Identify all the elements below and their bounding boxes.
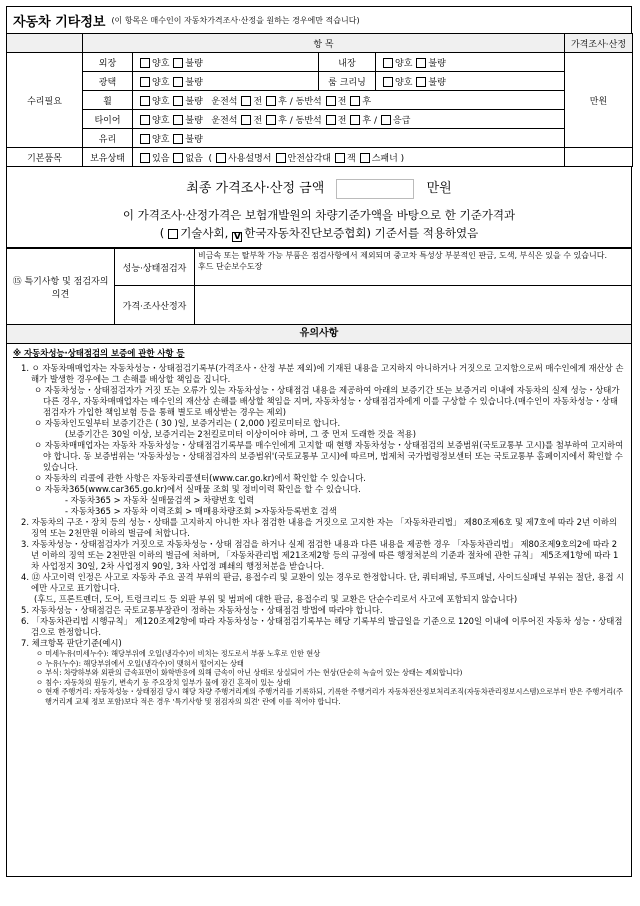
appraiser-opinion xyxy=(195,286,632,325)
notice-item: ㅇ 미세누유(미세누수): 해당부위에 오일(냉각수)이 비치는 정도로서 부품 노후로 인한 현상 xyxy=(36,649,321,658)
basic-items-options: 있음 없음 ( 사용설명서 안전삼각대 잭 스패너 ) xyxy=(133,148,565,167)
glass-good-checkbox[interactable] xyxy=(140,134,150,144)
notice-item: 4. ⑫ 사고이력 인정은 사고로 자동차 주요 골격 부위의 판금, 용접수리 및 교환이 있는 경우로 한정합니다. 단, 쿼터패널, 루프패널, 사이드실패널 부위는 절단, 용접 시에만 사고로 표기합니다. xyxy=(21,572,625,593)
jack-checkbox[interactable] xyxy=(335,153,345,163)
final-price-section xyxy=(6,167,632,248)
exterior-good-checkbox[interactable] xyxy=(140,58,150,68)
notice-item: - 자동차365 > 자동차 실매물검색 > 차량번호 입력 xyxy=(65,495,255,505)
tire-bad-checkbox[interactable] xyxy=(173,115,183,125)
notice-item: 1. ㅇ 자동차매매업자는 자동차성능・상태점검기록부(가격조사・산정 부분 제외)에 기재된 내용을 고지하지 아니하거나 거짓으로 고지함으로써 매수인에게 재산상 손해가 발생한 경우에는 그 손해를 배상할 책임을 집니다. xyxy=(21,363,624,384)
manual-checkbox[interactable] xyxy=(216,153,226,163)
notice-item: - 자동차365 > 자동차 이력조회 > 매매용차량조회 >자동차등록번호 검색 xyxy=(65,506,337,516)
notice-title: 유의사항 xyxy=(6,325,632,344)
exterior-options: 양호 불량 xyxy=(133,53,319,72)
row-wheel-label: 휠 xyxy=(83,91,133,110)
notice-item: 5. 자동차성능・상태점검은 국토교통부장관이 정하는 자동차성능・상태점검 방법에 따라야 합니다. xyxy=(21,605,383,615)
tech-society-checkbox[interactable] xyxy=(168,229,178,239)
notice-item: (보증기간은 30일 이상, 보증거리는 2천킬로미터 이상이어야 하며, 그 중 먼저 도래한 것을 적용) xyxy=(65,429,417,439)
room-clean-options: 양호 불량 xyxy=(376,72,565,91)
notice-heading: ※ 자동차성능·상태점검의 보증에 관한 사항 등 xyxy=(13,348,185,358)
notice-item: ㅇ 자동차매매업자는 자동차 자동차성능・상태점검기록부를 매수인에게 고지할 때 현행 자동차성능・상태점검의 보증범위(국토교통부 고시)를 첨부하여 고지하여야 합니다. 동 보증범위는 '자동차성능・상태점검자의 보증범위'(국토교통부 고시)에 따르며, 법제처 국가법령정보센터 또는 국토교통부 홈페이지에서 확인할 수 있습니다. xyxy=(34,440,624,472)
special-notes-label: ⑮ 특기사항 및 점검자의 의견 xyxy=(7,249,115,325)
section-note: (이 항목은 매수인이 자동차가격조사·산정을 원하는 경우에만 적습니다) xyxy=(111,15,360,25)
notice-item: ㅇ 자동차성능・상태점검자가 거짓 또는 오류가 있는 자동차성능・상태점검 내용을 제공하여 아래의 보증기간 또는 보증거리 이내에 자동차의 실제 성능・상태가 다른 경우, 자동차매매업자는 매수인의 재산상 손해를 배상할 책임을 지며, 자동차성능・상태점검자에게 이를 구상할 수 있습니다.(매수인이 자동차성능・상태점검자가 가입한 책임보험 등을 통해 별도로 배상받는 경우는 제외) xyxy=(34,385,620,417)
row-room-clean-label: 룸 크리닝 xyxy=(319,72,376,91)
gloss-bad-checkbox[interactable] xyxy=(173,77,183,87)
final-price-unit: 만원 xyxy=(426,181,452,196)
tire-driver-rear-checkbox[interactable] xyxy=(266,115,276,125)
notice-item: (후드, 프론트펜더, 도어, 트렁크리드 등 외판 부위 및 범퍼에 대한 판금, 용접수리 및 교환은 단순수리로서 사고에 포함되지 않습니다) xyxy=(34,594,518,604)
final-price-label: 최종 가격조사·산정 금액 xyxy=(186,181,325,196)
basic-status-label: 보유상태 xyxy=(83,148,133,167)
row-gloss-label: 광택 xyxy=(83,72,133,91)
section-title-bar xyxy=(6,6,632,33)
repair-label: 수리필요 xyxy=(7,53,83,148)
tire-good-checkbox[interactable] xyxy=(140,115,150,125)
room-clean-good-checkbox[interactable] xyxy=(383,77,393,87)
interior-bad-checkbox[interactable] xyxy=(416,58,426,68)
col-header-price: 가격조사·산정 xyxy=(565,34,633,53)
interior-good-checkbox[interactable] xyxy=(383,58,393,68)
row-tire-label: 타이어 xyxy=(83,110,133,129)
notice-item: ㅇ 침수: 자동차의 원동기, 변속기 등 주요장치 일부가 물에 잠긴 흔적이 있는 상태 xyxy=(36,677,291,687)
wheel-driver-front-checkbox[interactable] xyxy=(241,96,251,106)
wheel-good-checkbox[interactable] xyxy=(140,96,150,106)
special-notes-table xyxy=(6,248,632,325)
notice-item: ㅇ 누유(누수): 해당부위에서 오일(냉각수)이 맺혀서 떨어지는 상태 xyxy=(36,658,244,668)
final-price-field[interactable] xyxy=(336,179,414,199)
notice-item: 3. 자동차성능・상태점검자가 거짓으로 자동차성능・상태 점검을 하거나 실제 점검한 내용과 다른 내용을 제공한 경우 「자동차관리법」 제80조제9호의2에 따라 2년 이하의 징역 또는 2천만원 이하의 벌금에 처하며, 「자동차관리법 제21조제2항 등의 규정에 따른 행정처분의 기준과 절차에 관한 규칙」 제5조제1항에 따라 1차 사업정지 30일, 2차 사업정지 90일, 3차 사업정 폐쇄의 행정처분을 받습니다. xyxy=(21,539,619,571)
section-title: 자동차 기타정보 xyxy=(13,14,106,30)
tire-passenger-rear-checkbox[interactable] xyxy=(350,115,360,125)
tire-options: 양호 불량 운전석 전 후 / 동반석 전 후 / 응급 xyxy=(133,110,565,129)
wheel-bad-checkbox[interactable] xyxy=(173,96,183,106)
gloss-options: 양호 불량 xyxy=(133,72,319,91)
glass-bad-checkbox[interactable] xyxy=(173,134,183,144)
notice-item: ㅇ 현재 주행거리: 자동차성능・상태점검 당시 해당 차량 주행거리계의 주행거리를 기록하되, 기록한 주행거리가 자동차전산정보처리조직(자동차관리정보시스템)으로부터 받은 주행거리(주행거리계 교체 정보 포함)보다 적은 경우 '특기사항 및 점검자의 의견' 란에 이를 적어야 합니다. xyxy=(36,687,623,706)
wheel-passenger-front-checkbox[interactable] xyxy=(326,96,336,106)
notice-item: ㅇ 부식: 차량하부와 외판의 금속표면이 화학반응에 의해 금속이 아닌 상태로 상실되어 가는 현상(단순히 녹슬어 있는 상태는 제외합니다) xyxy=(36,668,463,677)
tire-emergency-checkbox[interactable] xyxy=(381,115,391,125)
notice-item: 6. 「자동차관리법 시행규칙」 제120조제2항에 따라 자동차성능・상태점검기록부는 해당 기록부의 발급일을 기준으로 120일 이내에 이루어진 자동차 성능・상태점검으로 한정합니다. xyxy=(21,616,623,637)
triangle-checkbox[interactable] xyxy=(276,153,286,163)
basic-none-checkbox[interactable] xyxy=(173,153,183,163)
basic-items-label: 기본품목 xyxy=(7,148,83,167)
price-unit: 만원 xyxy=(565,53,633,148)
glass-options: 양호 불량 xyxy=(133,129,565,148)
inspector-opinion: 비금속 또는 탈부착 가능 부품은 점검사항에서 제외되며 중고차 특성상 부분적인 판금, 도색, 부식은 있을 수 있습니다. 후드 단순보수도장 xyxy=(195,249,632,286)
col-header-item: 항 목 xyxy=(83,34,565,53)
row-interior-label: 내장 xyxy=(319,53,376,72)
tire-driver-front-checkbox[interactable] xyxy=(241,115,251,125)
notice-item: 7. 체크항목 판단기준(예시) xyxy=(21,638,122,648)
condition-table xyxy=(6,33,633,167)
final-basis-text: 이 가격조사·산정가격은 보험개발원의 차량기준가액을 바탕으로 한 기준가격과 xyxy=(122,207,516,222)
exterior-bad-checkbox[interactable] xyxy=(173,58,183,68)
gloss-good-checkbox[interactable] xyxy=(140,77,150,87)
basic-have-checkbox[interactable] xyxy=(140,153,150,163)
notice-body xyxy=(6,344,632,877)
interior-options: 양호 불량 xyxy=(376,53,565,72)
notice-item: ㅇ 자동차365(www.car365.go.kr)에서 실매물 조회 및 정비이력 확인을 할 수 있습니다. xyxy=(34,484,361,494)
wheel-options: 양호 불량 운전석 전 후 / 동반석 전 후 xyxy=(133,91,565,110)
final-standard-options: ( 기술사회, V 한국자동차진단보증협회) 기준서를 적용하였음 xyxy=(159,225,479,242)
other-info-form xyxy=(6,6,632,877)
room-clean-bad-checkbox[interactable] xyxy=(416,77,426,87)
appraiser-label: 가격·조사산정자 xyxy=(115,286,195,325)
kadca-checkbox-checked[interactable]: V xyxy=(233,231,241,242)
tire-passenger-front-checkbox[interactable] xyxy=(326,115,336,125)
wheel-driver-rear-checkbox[interactable] xyxy=(266,96,276,106)
spanner-checkbox[interactable] xyxy=(360,153,370,163)
inspector-label: 성능·상태점검자 xyxy=(115,249,195,286)
notice-item: ㅇ 자동차의 리콜에 관한 사항은 자동차리콜센터(www.car.go.kr)에서 확인할 수 있습니다. xyxy=(34,473,366,483)
row-glass-label: 유리 xyxy=(83,129,133,148)
notice-item: 2. 자동차의 구조・장치 등의 성능・상태를 고지하지 아니한 자나 점검한 내용을 거짓으로 고지한 자는 「자동차관리법」 제80조제6호 및 제7호에 따라 2년 이하의 징역 또는 2천만원 이하의 벌금에 처합니다. xyxy=(21,517,618,538)
notice-item: ㅇ 자동차인도일부터 보증기간은 ( 30 )일, 보증거리는 ( 2,000 )킬로미터로 합니다. xyxy=(34,418,341,428)
wheel-passenger-rear-checkbox[interactable] xyxy=(350,96,360,106)
row-exterior-label: 외장 xyxy=(83,53,133,72)
